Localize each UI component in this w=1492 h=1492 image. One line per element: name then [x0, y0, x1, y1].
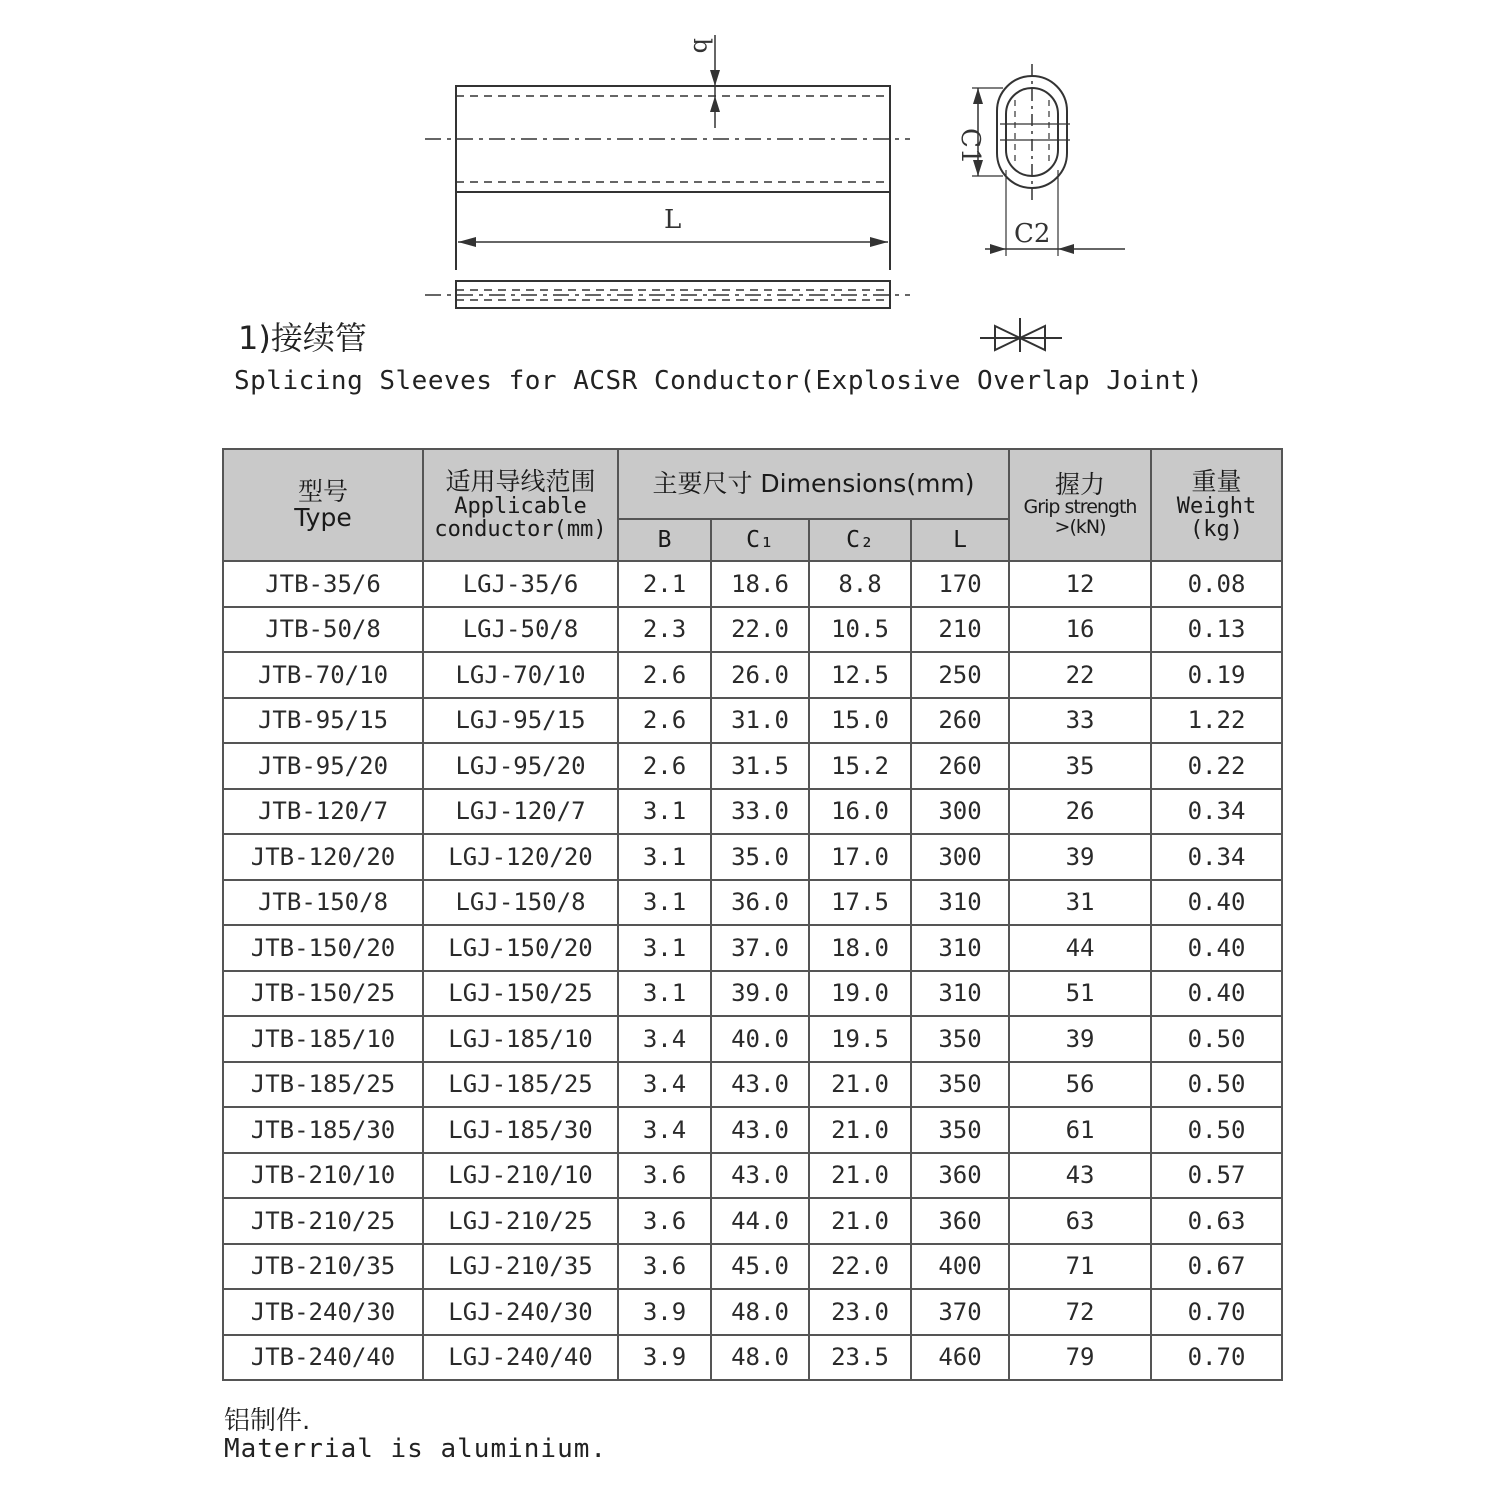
cell-l: 170 [911, 561, 1009, 607]
cell-conductor: LGJ-150/8 [423, 880, 618, 926]
table-row [223, 834, 1282, 880]
cell-weight: 0.70 [1151, 1289, 1282, 1335]
cell-c1: 48.0 [711, 1335, 809, 1381]
label-b: b [688, 38, 716, 54]
cell-conductor: LGJ-240/30 [423, 1289, 618, 1335]
cell-l: 260 [911, 743, 1009, 789]
cell-weight: 0.57 [1151, 1153, 1282, 1199]
cell-b: 3.4 [618, 1016, 711, 1062]
cell-b: 3.4 [618, 1062, 711, 1108]
cell-type: JTB-95/15 [223, 698, 423, 744]
table-row [223, 1016, 1282, 1062]
cell-c2: 16.0 [809, 789, 911, 835]
table-row [223, 971, 1282, 1017]
cell-grip-strength: 39 [1009, 1016, 1151, 1062]
cell-c2: 21.0 [809, 1153, 911, 1199]
cell-l: 400 [911, 1244, 1009, 1290]
cell-c2: 23.5 [809, 1335, 911, 1381]
cell-b: 2.6 [618, 743, 711, 789]
cell-c1: 37.0 [711, 925, 809, 971]
cell-grip-strength: 44 [1009, 925, 1151, 971]
spec-table-body [223, 561, 1282, 1380]
cell-conductor: LGJ-120/20 [423, 834, 618, 880]
cell-grip-strength: 43 [1009, 1153, 1151, 1199]
cell-c1: 43.0 [711, 1107, 809, 1153]
cell-weight: 0.34 [1151, 789, 1282, 835]
cell-weight: 0.50 [1151, 1062, 1282, 1108]
cell-c2: 10.5 [809, 607, 911, 653]
cell-b: 2.3 [618, 607, 711, 653]
cell-c2: 19.5 [809, 1016, 911, 1062]
cell-conductor: LGJ-95/15 [423, 698, 618, 744]
table-row [223, 1107, 1282, 1153]
table-row [223, 607, 1282, 653]
cell-conductor: LGJ-185/10 [423, 1016, 618, 1062]
cell-b: 3.1 [618, 880, 711, 926]
cell-grip-strength: 39 [1009, 834, 1151, 880]
table-row [223, 789, 1282, 835]
caption-english: Splicing Sleeves for ACSR Conductor(Explosive Overlap Joint) [234, 366, 1204, 396]
cell-c1: 18.6 [711, 561, 809, 607]
cell-c1: 39.0 [711, 971, 809, 1017]
cell-weight: 0.08 [1151, 561, 1282, 607]
cell-c2: 15.2 [809, 743, 911, 789]
cell-weight: 0.40 [1151, 925, 1282, 971]
cell-l: 300 [911, 834, 1009, 880]
cell-l: 360 [911, 1198, 1009, 1244]
cell-grip-strength: 71 [1009, 1244, 1151, 1290]
cell-conductor: LGJ-210/35 [423, 1244, 618, 1290]
cell-weight: 0.50 [1151, 1107, 1282, 1153]
cell-weight: 0.22 [1151, 743, 1282, 789]
label-L: L [664, 205, 682, 235]
cell-c2: 21.0 [809, 1062, 911, 1108]
table-row [223, 1198, 1282, 1244]
cell-c2: 22.0 [809, 1244, 911, 1290]
cell-b: 3.4 [618, 1107, 711, 1153]
cell-l: 250 [911, 652, 1009, 698]
cell-c2: 15.0 [809, 698, 911, 744]
cell-weight: 0.34 [1151, 834, 1282, 880]
cell-b: 3.1 [618, 925, 711, 971]
cell-grip-strength: 26 [1009, 789, 1151, 835]
table-row [223, 880, 1282, 926]
cell-b: 3.6 [618, 1198, 711, 1244]
cell-l: 350 [911, 1062, 1009, 1108]
cell-weight: 0.19 [1151, 652, 1282, 698]
cell-conductor: LGJ-240/40 [423, 1335, 618, 1381]
header-grip-strength: 握力 Grip strength >(kN) [1009, 449, 1151, 561]
cell-c1: 48.0 [711, 1289, 809, 1335]
cell-grip-strength: 22 [1009, 652, 1151, 698]
cell-c1: 44.0 [711, 1198, 809, 1244]
cell-c1: 26.0 [711, 652, 809, 698]
cell-grip-strength: 33 [1009, 698, 1151, 744]
table-row [223, 925, 1282, 971]
cell-conductor: LGJ-50/8 [423, 607, 618, 653]
cell-type: JTB-120/7 [223, 789, 423, 835]
cell-c1: 45.0 [711, 1244, 809, 1290]
cell-l: 310 [911, 880, 1009, 926]
cell-grip-strength: 31 [1009, 880, 1151, 926]
cell-type: JTB-95/20 [223, 743, 423, 789]
cell-l: 350 [911, 1107, 1009, 1153]
cell-conductor: LGJ-210/25 [423, 1198, 618, 1244]
cell-l: 370 [911, 1289, 1009, 1335]
cell-c1: 36.0 [711, 880, 809, 926]
cell-weight: 0.13 [1151, 607, 1282, 653]
cell-b: 3.1 [618, 971, 711, 1017]
cell-conductor: LGJ-210/10 [423, 1153, 618, 1199]
cell-weight: 0.40 [1151, 971, 1282, 1017]
cell-grip-strength: 79 [1009, 1335, 1151, 1381]
cell-conductor: LGJ-120/7 [423, 789, 618, 835]
cell-type: JTB-210/10 [223, 1153, 423, 1199]
table-row [223, 743, 1282, 789]
cell-c2: 21.0 [809, 1107, 911, 1153]
cell-c1: 35.0 [711, 834, 809, 880]
cell-c2: 23.0 [809, 1289, 911, 1335]
cell-type: JTB-240/40 [223, 1335, 423, 1381]
cell-b: 3.6 [618, 1153, 711, 1199]
cell-type: JTB-150/8 [223, 880, 423, 926]
table-row [223, 1335, 1282, 1381]
cell-b: 2.6 [618, 698, 711, 744]
header-conductor: 适用导线范围 Applicable conductor(mm) [423, 449, 618, 561]
cell-b: 3.9 [618, 1335, 711, 1381]
header-type: 型号 Type [223, 449, 423, 561]
cell-l: 350 [911, 1016, 1009, 1062]
label-C2: C2 [1014, 219, 1051, 249]
cell-b: 2.1 [618, 561, 711, 607]
cell-b: 3.1 [618, 789, 711, 835]
cell-l: 310 [911, 925, 1009, 971]
cell-b: 2.6 [618, 652, 711, 698]
cell-c2: 21.0 [809, 1198, 911, 1244]
cell-c1: 31.0 [711, 698, 809, 744]
table-row [223, 652, 1282, 698]
cell-type: JTB-120/20 [223, 834, 423, 880]
cell-grip-strength: 61 [1009, 1107, 1151, 1153]
cell-c2: 17.0 [809, 834, 911, 880]
table-row [223, 1062, 1282, 1108]
cell-conductor: LGJ-185/25 [423, 1062, 618, 1108]
material-note-chinese: 铝制件. [224, 1406, 311, 1436]
cell-c1: 31.5 [711, 743, 809, 789]
cell-c1: 22.0 [711, 607, 809, 653]
cell-type: JTB-240/30 [223, 1289, 423, 1335]
cell-c2: 17.5 [809, 880, 911, 926]
header-weight: 重量 Weight (kg) [1151, 449, 1282, 561]
cell-type: JTB-210/25 [223, 1198, 423, 1244]
cell-c1: 33.0 [711, 789, 809, 835]
table-row [223, 1244, 1282, 1290]
cell-grip-strength: 72 [1009, 1289, 1151, 1335]
cell-l: 460 [911, 1335, 1009, 1381]
cell-l: 360 [911, 1153, 1009, 1199]
material-note-english: Materrial is aluminium. [224, 1434, 608, 1464]
cell-type: JTB-150/20 [223, 925, 423, 971]
header-dim-c1: C₁ [711, 519, 809, 561]
cell-conductor: LGJ-70/10 [423, 652, 618, 698]
cell-conductor: LGJ-185/30 [423, 1107, 618, 1153]
cell-grip-strength: 35 [1009, 743, 1151, 789]
cell-b: 3.6 [618, 1244, 711, 1290]
cell-grip-strength: 16 [1009, 607, 1151, 653]
cell-conductor: LGJ-95/20 [423, 743, 618, 789]
cell-l: 260 [911, 698, 1009, 744]
header-dim-l: L [911, 519, 1009, 561]
spec-table [222, 448, 1283, 1381]
cell-l: 310 [911, 971, 1009, 1017]
cell-weight: 0.50 [1151, 1016, 1282, 1062]
cell-b: 3.1 [618, 834, 711, 880]
cell-type: JTB-50/8 [223, 607, 423, 653]
table-row [223, 1289, 1282, 1335]
cell-grip-strength: 56 [1009, 1062, 1151, 1108]
cell-c1: 40.0 [711, 1016, 809, 1062]
cell-l: 210 [911, 607, 1009, 653]
cell-weight: 1.22 [1151, 698, 1282, 744]
cell-b: 3.9 [618, 1289, 711, 1335]
explosive-joint-symbol-icon [980, 318, 1062, 352]
label-C1: C1 [955, 128, 985, 165]
cell-c1: 43.0 [711, 1062, 809, 1108]
header-dim-b: B [618, 519, 711, 561]
sleeve-drawing [0, 0, 1492, 420]
cell-l: 300 [911, 789, 1009, 835]
cell-weight: 0.67 [1151, 1244, 1282, 1290]
cell-type: JTB-150/25 [223, 971, 423, 1017]
cell-conductor: LGJ-150/20 [423, 925, 618, 971]
cell-type: JTB-35/6 [223, 561, 423, 607]
header-dim-c2: C₂ [809, 519, 911, 561]
table-row [223, 698, 1282, 744]
cell-c2: 8.8 [809, 561, 911, 607]
table-row [223, 561, 1282, 607]
cell-grip-strength: 12 [1009, 561, 1151, 607]
table-row [223, 1153, 1282, 1199]
cell-grip-strength: 63 [1009, 1198, 1151, 1244]
cell-conductor: LGJ-150/25 [423, 971, 618, 1017]
header-dimensions: 主要尺寸 Dimensions(mm) [618, 449, 1009, 519]
cell-c2: 18.0 [809, 925, 911, 971]
cell-weight: 0.40 [1151, 880, 1282, 926]
cell-grip-strength: 51 [1009, 971, 1151, 1017]
cell-type: JTB-185/10 [223, 1016, 423, 1062]
cell-type: JTB-185/25 [223, 1062, 423, 1108]
cell-c1: 43.0 [711, 1153, 809, 1199]
cell-type: JTB-70/10 [223, 652, 423, 698]
cell-weight: 0.70 [1151, 1335, 1282, 1381]
cell-conductor: LGJ-35/6 [423, 561, 618, 607]
cell-c2: 12.5 [809, 652, 911, 698]
cell-weight: 0.63 [1151, 1198, 1282, 1244]
cell-type: JTB-210/35 [223, 1244, 423, 1290]
cell-c2: 19.0 [809, 971, 911, 1017]
cell-type: JTB-185/30 [223, 1107, 423, 1153]
caption-chinese: 1)接续管 [238, 319, 367, 357]
